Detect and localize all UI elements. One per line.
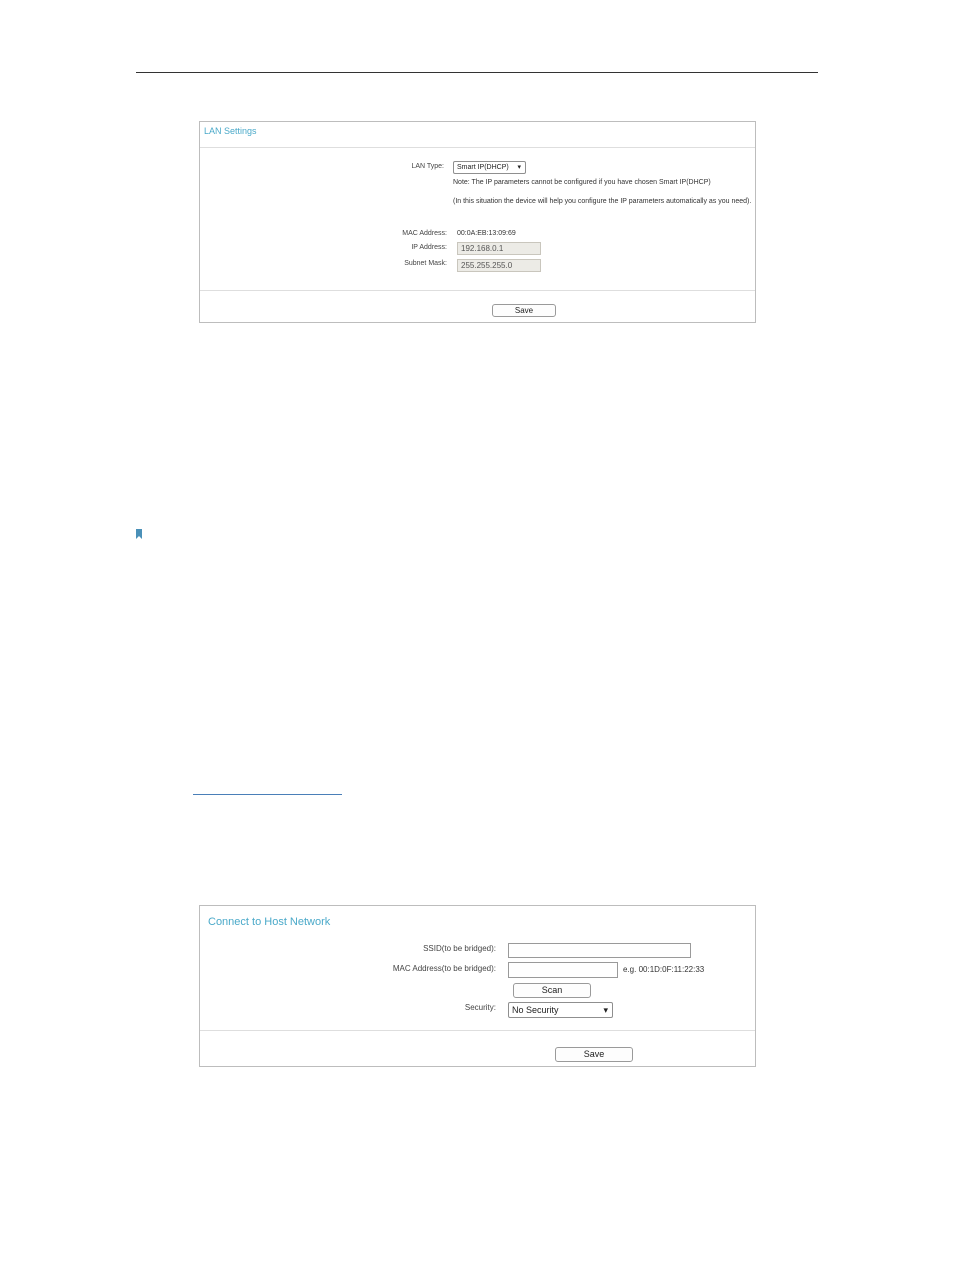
link-underline[interactable] [193,794,342,795]
ssid-input[interactable] [508,943,691,958]
mac-address-label: MAC Address: [402,230,447,237]
host-save-button[interactable]: Save [555,1047,633,1062]
host-mac-label: MAC Address(to be bridged): [392,964,496,973]
lan-note-line2: (In this situation the device will help you configure the IP parameters automatically as you need). [453,198,752,205]
bookmark-icon [136,529,142,539]
lan-settings-title: LAN Settings [204,126,257,136]
chevron-down-icon: ▾ [517,164,521,171]
connect-host-title: Connect to Host Network [208,916,331,928]
lan-note-line1: Note: The IP parameters cannot be configured if you have chosen Smart IP(DHCP) [453,179,711,186]
ssid-label: SSID(to be bridged): [423,944,496,953]
host-mac-input[interactable] [508,962,618,978]
connect-host-footer-divider [200,1030,755,1031]
scan-button[interactable]: Scan [513,983,591,998]
connect-host-panel [199,905,756,1067]
subnet-mask-label: Subnet Mask: [404,260,447,267]
security-select[interactable] [508,1002,613,1018]
lan-settings-panel [199,121,756,323]
ip-address-field[interactable]: 192.168.0.1 [457,242,541,255]
header-rule [136,72,818,73]
lan-settings-footer-divider [200,290,755,291]
lan-settings-title-divider [200,147,755,148]
lan-type-label: LAN Type: [411,163,444,170]
chevron-down-icon: ▾ [603,1005,608,1015]
lan-type-value: Smart IP(DHCP) [457,164,509,171]
ip-address-label: IP Address: [411,244,447,251]
subnet-mask-field[interactable]: 255.255.255.0 [457,259,541,272]
lan-save-button[interactable]: Save [492,304,556,317]
security-label: Security: [464,1003,496,1012]
mac-example-text: e.g. 00:1D:0F:11:22:33 [623,965,705,974]
mac-address-value: 00:0A:EB:13:09:69 [457,230,516,237]
lan-type-select[interactable] [453,161,526,174]
security-value: No Security [512,1005,559,1015]
